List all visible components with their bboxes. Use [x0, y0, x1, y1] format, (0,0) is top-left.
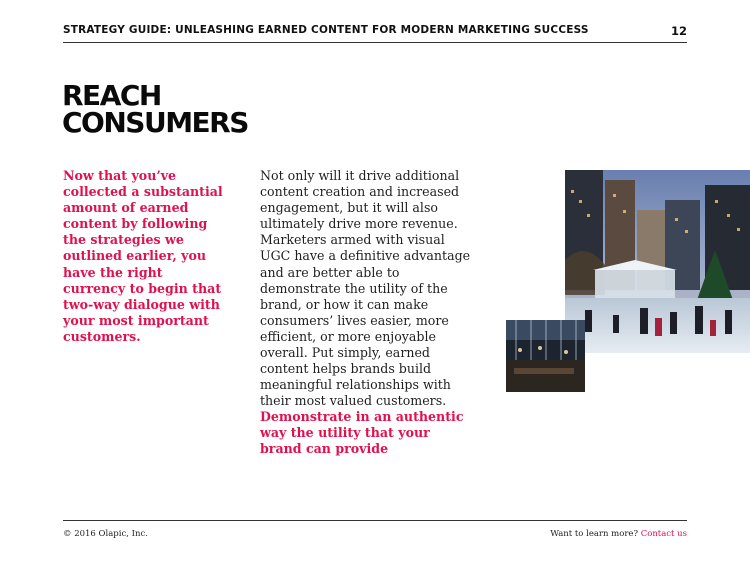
restaurant-illustration — [506, 320, 585, 392]
body-paragraph: Not only will it drive additional content creation and increased engagement, but it will also ultimately drive more revenue. Marketers armed with visual UGC have a definitive advantage and are better able to demonstrate the utility of the brand, or how it can make consumers’ lives easier, more efficient, or more enjoyable overall. Put simply, earned content helps brands build meaningful relationships with their most valued customers. — [260, 168, 471, 409]
header-divider — [63, 42, 687, 43]
learn-more — [550, 529, 687, 539]
intro-paragraph: Now that you’ve collected a substantial amount of earned content by following the strategies we outlined earlier, you have the right currency to begin that two-way dialogue with your most important customers. — [63, 168, 223, 344]
page-number: 12 — [670, 24, 687, 38]
header-title: STRATEGY GUIDE: UNLEASHING EARNED CONTENT FOR MODERN MARKETING SUCCESS — [63, 24, 589, 36]
copyright-text: © 2016 Olapic, Inc. — [63, 529, 148, 539]
callout-text: Demonstrate in an authentic way the utility that your brand can provide — [260, 409, 464, 457]
contact-us-link[interactable]: Contact us — [640, 529, 687, 539]
footer-divider — [63, 520, 687, 521]
skating-rink-photo — [565, 170, 750, 353]
heading-line-2: CONSUMERS — [62, 106, 248, 139]
skating-rink-illustration — [565, 170, 750, 353]
heading-line-1: REACH — [62, 79, 161, 112]
learn-more-text: Want to learn more? — [550, 529, 638, 539]
restaurant-interior-photo — [506, 320, 585, 392]
page-heading — [62, 79, 248, 139]
